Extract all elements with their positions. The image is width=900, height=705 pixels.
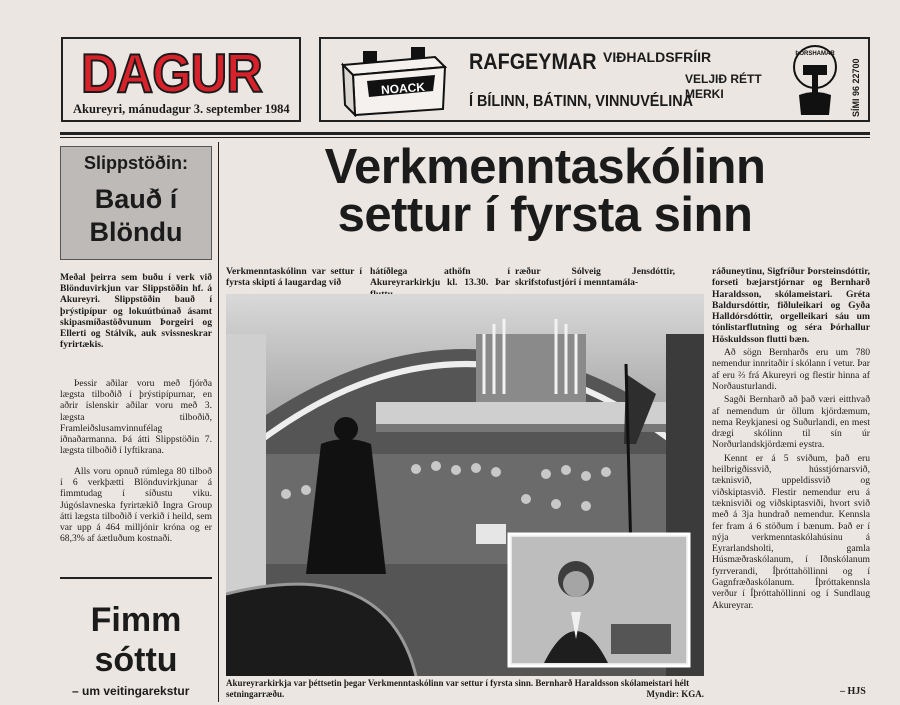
newspaper-logo: DAGUR bbox=[81, 42, 262, 104]
battery-brand: NOACK bbox=[380, 79, 426, 97]
teaser-subheadline: – um veitingarekstur bbox=[72, 684, 190, 698]
article-column-3: ræður Sólveig Jensdóttir, skrifstofustjóri í menntamála- bbox=[515, 266, 675, 289]
teaser-headline-line1: Fimm bbox=[90, 601, 182, 639]
article-paragraph: Að sögn Bernharðs eru um 780 nemendur innritaðir í skólann í vetur. Þar af eru ⅔ frá Akureyri og flestir hinna af Norðausturlandi. bbox=[712, 347, 870, 392]
church-photo bbox=[226, 294, 704, 676]
article-column-2: hátíðlega athöfn í Akureyrarkirkju kl. 13.30. Þar bbox=[370, 266, 510, 289]
main-headline-line2: settur í fyrsta sinn bbox=[337, 188, 753, 242]
article-paragraph: ráðuneytinu, Sigfríður Þorsteinsdóttir, forseti bæjarstjórnar og Bernharð Haraldsson, skólameistari. Gréta Baldursdóttir, fiðluleikari og Gyða Halldórsdóttir, orgelleikari sáu um tónlistarflutning og séra Þórhallur Höskuldsson flutti bæn. bbox=[712, 266, 870, 345]
battery-icon bbox=[335, 43, 450, 117]
teaser-headline bbox=[60, 600, 212, 680]
sidebar-headline-box bbox=[60, 146, 212, 260]
masthead-rule bbox=[60, 132, 870, 135]
sidebar-divider bbox=[60, 577, 212, 579]
sidebar-paragraph: Meðal þeirra sem buðu í verk við Blönduvirkjun var Slippstöðin hf. á Akureyri. Slippstöðin bauð í þrýstipípur og lokuútbúnað ásamt skipasmíðastöðvunum Þorgeiri og Ellerti og Stálvík, auk svissneskrar fyrirtækis. bbox=[60, 272, 212, 351]
masthead bbox=[61, 37, 301, 122]
sidebar-headline-line1: Bauð í bbox=[94, 184, 178, 214]
advert-title: RAFGEYMAR bbox=[469, 49, 597, 74]
dealer-hammer-logo bbox=[785, 43, 845, 119]
masthead-rule-thin bbox=[60, 137, 870, 138]
article-column-4 bbox=[712, 266, 870, 613]
advert-subtitle: VIÐHALDSFRÍIR bbox=[603, 49, 712, 65]
advert-slogan: VELJIÐ RÉTT MERKI bbox=[685, 72, 762, 101]
article-signature: – HJS bbox=[840, 686, 866, 697]
column-divider bbox=[218, 142, 219, 702]
photo-caption bbox=[226, 678, 704, 699]
dateline: Akureyri, mánudagur 3. september 1984 bbox=[73, 102, 290, 116]
main-headline-line1: Verkmenntaskólinn bbox=[324, 140, 766, 194]
sidebar-paragraph: Alls voru opnuð rúmlega 80 tilboð í 6 verkþætti Blönduvirkjunar á fimmtudag í síðustu viku. Júgóslavneska fyrirtækið Ingra Group átti lægsta tilboðið í verkið í heild, sem var upp á 464 milljónir króna og er 68,3% af áætluðum kostnaði. bbox=[60, 466, 212, 545]
article-paragraph: Kennt er á 5 sviðum, það eru heilbrigðissvið, hússtjórnarsvið, tæknisvið, uppeldissvið og viðskiptasvið. Flestir nemendur eru á tæknisviði og viðskiptasviði, hvort svið með á 3ja hundrað nemendur. Kennsla fer fram á 6 stöðum í bænum. Það er í nýja verkmenntaskólahúsinu á Eyrarlandsholti, gamla Húsmæðraskólanum, í Iðnskólanum fyrrverandi, Íþróttahöllinni og í Gagnfræðaskólanum. Íþróttakennsla verður í Íþróttahöllinni og í Sundlaug Akureyrar. bbox=[712, 452, 870, 611]
dealer-name: ÞÓRSHAMAR bbox=[795, 51, 835, 57]
photo-credit: Myndir: KGA. bbox=[646, 688, 704, 699]
sidebar-headline bbox=[61, 183, 211, 249]
church-interior-image bbox=[226, 294, 704, 676]
main-headline bbox=[220, 140, 870, 242]
advert-phone: SÍMI 96 22700 bbox=[851, 58, 861, 117]
article-paragraph: Sagði Bernharð að það væri eitthvað af nemendum úr öllum kjördæmum, nema Reykjanesi og Suðurlandi, en mest drægi skólinn til sín úr Norðurlandskjördæmi eystra. bbox=[712, 394, 870, 451]
teaser-headline-line2: sóttu bbox=[94, 641, 178, 679]
article-column-1: Verkmenntaskólinn var settur í fyrsta skipti á laugardag við bbox=[226, 266, 362, 289]
battery-advert bbox=[319, 37, 870, 122]
advert-categories: Í BÍLINN, BÁTINN, VINNUVÉLINA bbox=[469, 93, 694, 110]
sidebar-paragraph: Þessir aðilar voru með fjórða lægsta tilboðið í þrýstipípurnar, en aðrir íslenskir aðilar voru með 3. lægsta tilboðið, Framleiðslusamvinnufélag iðnaðarmanna. Þá átti Slippstöðin 7. lægsta tilboðið í lyftikrana. bbox=[60, 378, 212, 457]
sidebar-kicker: Slippstöðin: bbox=[84, 153, 188, 173]
sidebar-headline-line2: Blöndu bbox=[89, 217, 183, 247]
photo-caption-text: Akureyrarkirkja var þéttsetin þegar Verkmenntaskólinn var settur í fyrsta sinn. Bernharð Haraldsson skólameistari hélt setningarræðu. bbox=[226, 678, 690, 699]
